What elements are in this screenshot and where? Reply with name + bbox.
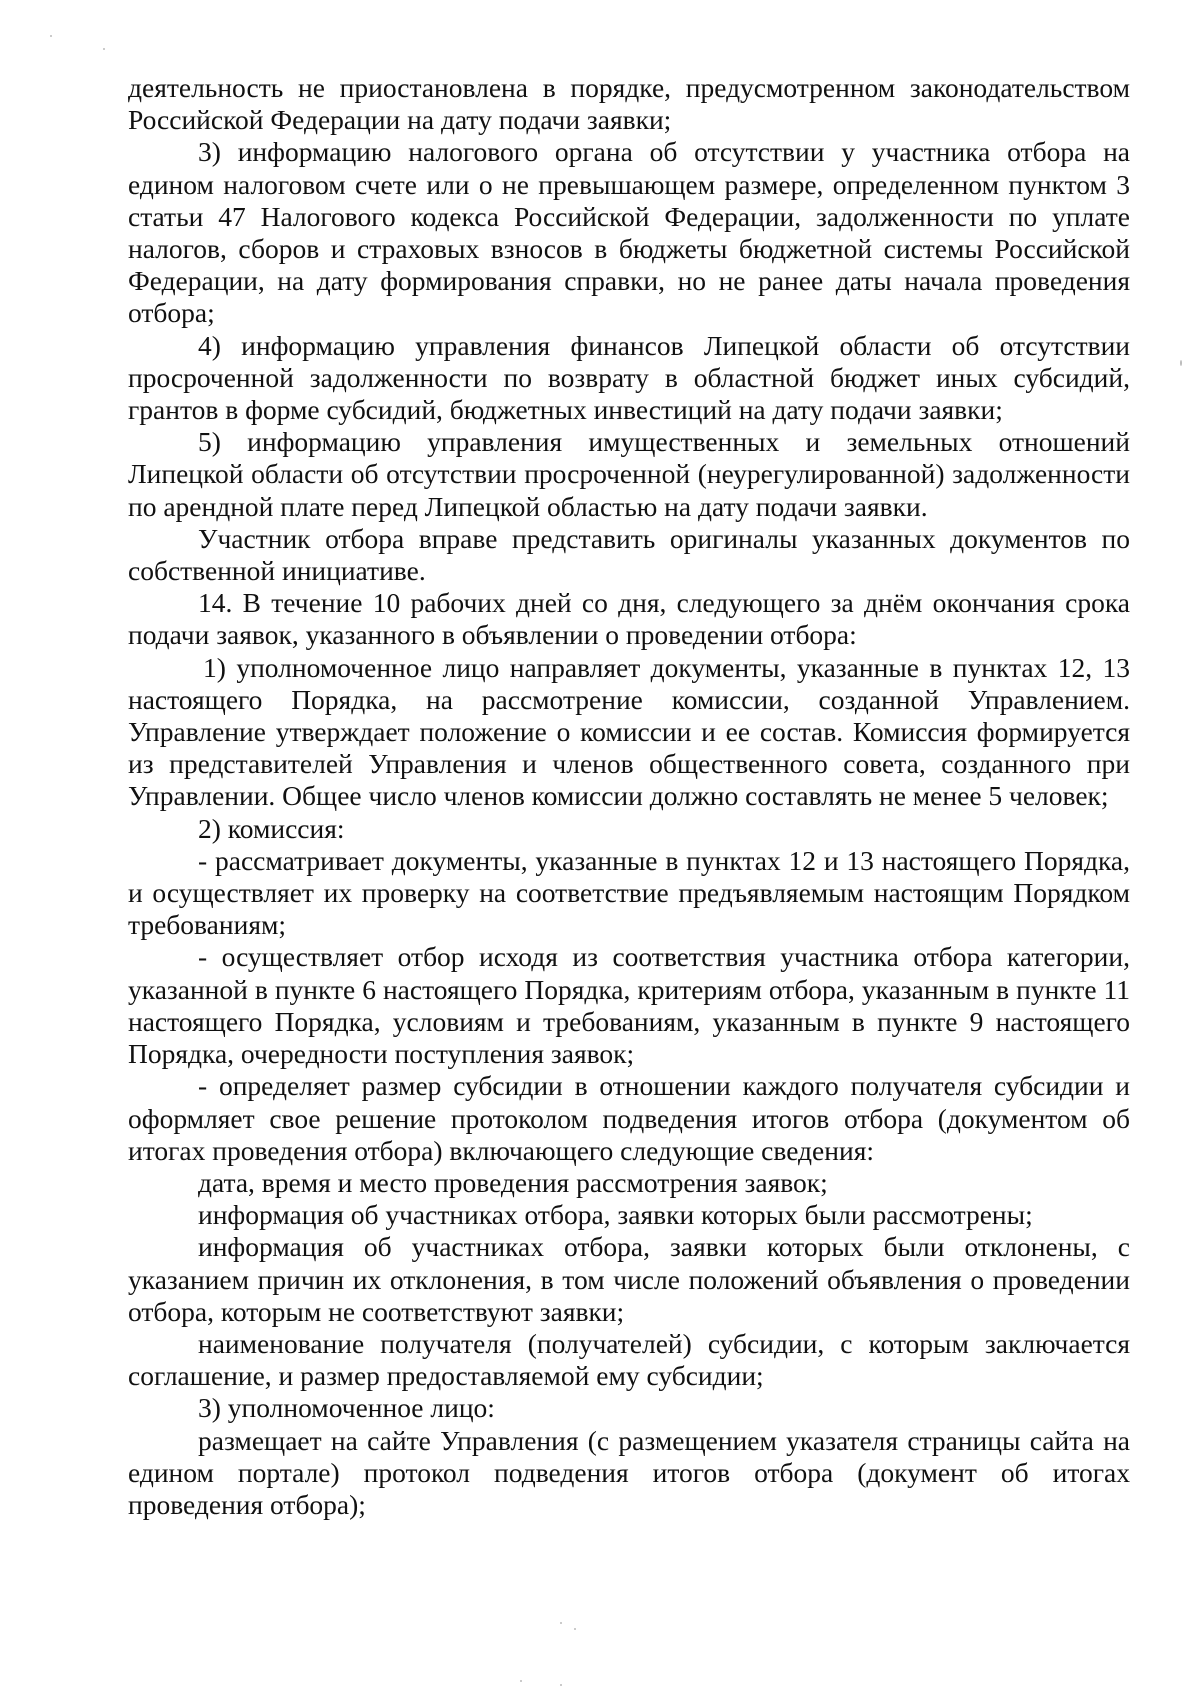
paragraph-protocol-rejected: информация об участниках отбора, заявки которых были отклонены, с указанием причин их отклонения, в том числе положений объявления о проведении отбора, которым не соответствуют заявки;: [128, 1231, 1130, 1327]
paragraph-publishes-protocol: размещает на сайте Управления (с размещением указателя страницы сайта на едином портале) протокол подведения итогов отбора (документ об итогах проведения отбора);: [128, 1424, 1130, 1520]
paragraph-protocol-recipient: наименование получателя (получателей) субсидии, с которым заключается соглашение, и размер предоставляемой ему субсидии;: [128, 1327, 1130, 1392]
scan-speck: [560, 1684, 562, 1686]
document-page: [128, 72, 1130, 1521]
scan-speck: [520, 1680, 522, 1682]
scan-speck: [1180, 360, 1182, 366]
paragraph-protocol-date: дата, время и место проведения рассмотрения заявок;: [198, 1166, 828, 1198]
scan-speck: [560, 1622, 562, 1624]
paragraph-originals-right: Участник отбора вправе представить оригиналы указанных документов по собственной инициативе.: [128, 522, 1130, 587]
scan-speck: [50, 35, 52, 37]
paragraph-clause-14: 14. В течение 10 рабочих дней со дня, следующего за днём окончания срока подачи заявок, указанного в объявлении о проведении отбора:: [128, 587, 1130, 651]
paragraph-commission-determines: - определяет размер субсидии в отношении каждого получателя субсидии и оформляет свое решение протоколом подведения итогов отбора (документом об итогах проведения отбора) включающего следующие сведения:: [128, 1070, 1130, 1166]
paragraph-activity-not-suspended: деятельность не приостановлена в порядке, предусмотренном законодательством Российской Федерации на дату подачи заявки;: [128, 72, 1130, 136]
scan-speck: [103, 48, 105, 50]
paragraph-protocol-reviewed: информация об участниках отбора, заявки которых были рассмотрены;: [198, 1199, 1033, 1231]
paragraph-item-3-tax-info: 3) информацию налогового органа об отсутствии у участника отбора на едином налоговом счете или о не превышающем размере, определенном пунктом 3 статьи 47 Налогового кодекса Российской Федерации, задолженности по уплате налогов, сборов и страховых взносов в бюджеты бюджетной системы Российской Федерации, на дату формирования справки, но не ранее даты начала проведения отбора;: [128, 136, 1130, 329]
scan-speck: [574, 1628, 576, 1630]
paragraph-clause-14-item-3: 3) уполномоченное лицо:: [198, 1392, 495, 1424]
paragraph-commission-selects: - осуществляет отбор исходя из соответствия участника отбора категории, указанной в пункте 6 настоящего Порядка, критериям отбора, указанным в пункте 11 настоящего Порядка, условиям и требованиям, указанным в пункте 9 настоящего Порядка, очередности поступления заявок;: [128, 941, 1130, 1070]
paragraph-item-5-property-info: 5) информацию управления имущественных и земельных отношений Липецкой области об отсутствии просроченной (неурегулированной) задолженности по арендной плате перед Липецкой областью на дату подачи заявки.: [128, 426, 1130, 522]
paragraph-item-4-finance-info: 4) информацию управления финансов Липецкой области об отсутствии просроченной задолженности по возврату в областной бюджет иных субсидий, грантов в форме субсидий, бюджетных инвестиций на дату подачи заявки;: [128, 329, 1130, 426]
paragraph-commission-reviews: - рассматривает документы, указанные в пунктах 12 и 13 настоящего Порядка, и осуществляет их проверку на соответствие предъявляемым настоящим Порядком требованиям;: [128, 844, 1130, 941]
paragraph-clause-14-item-2: 2) комиссия:: [198, 812, 345, 844]
paragraph-clause-14-item-1: 1) уполномоченное лицо направляет документы, указанные в пунктах 12, 13 настоящего Порядка, на рассмотрение комиссии, созданной Управлением. Управление утверждает положение о комиссии и ее состав. Комиссия формируется из представителей Управления и членов общественного совета, созданного при Управлении. Общее число членов комиссии должно составлять не менее 5 человек;: [128, 651, 1130, 812]
